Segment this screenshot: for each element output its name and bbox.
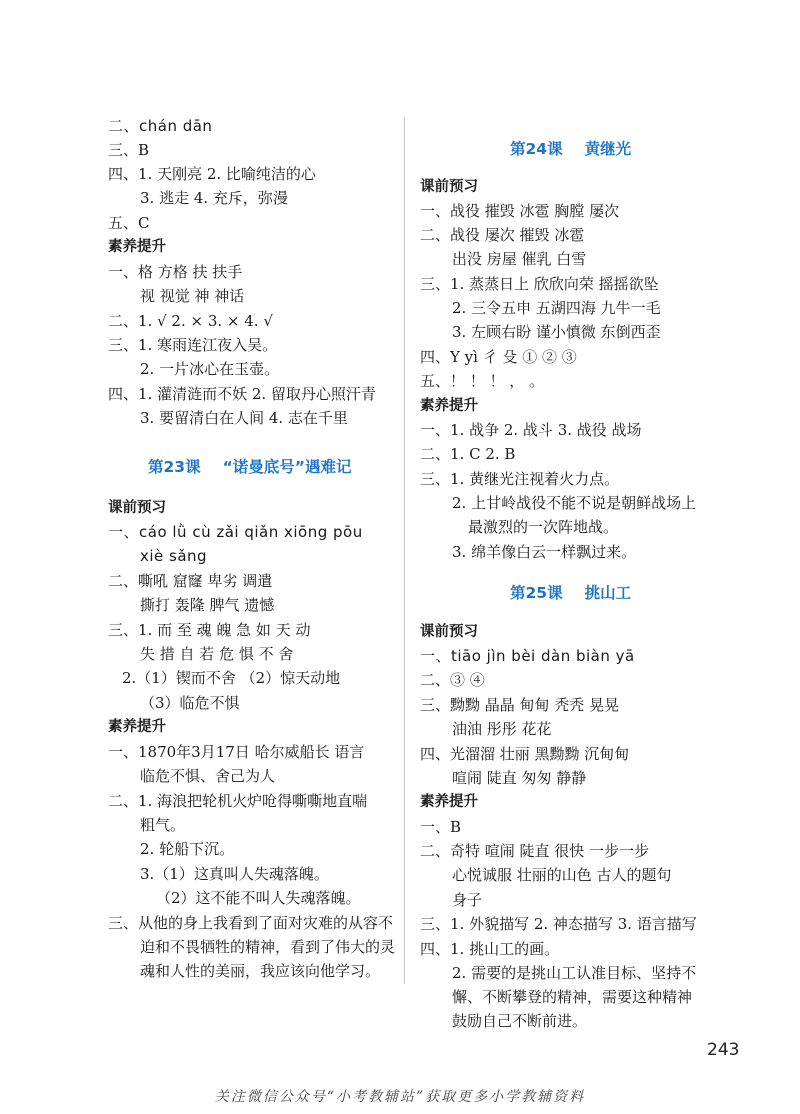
answer-line: 3.（1）这真叫人失魂落魄。 [140,865,329,883]
answer-line: 二、1. 海浪把轮机火炉呛得嘶嘶地直喘 [108,792,368,810]
lesson-number: 第23课 [148,458,201,476]
answer-line: 三、1. 蒸蒸日上 欣欣向荣 摇摇欲坠 [420,275,659,293]
answer-line: 一、1. 战争 2. 战斗 3. 战役 战场 [420,421,642,439]
answer-line: 视 视觉 神 神话 [140,287,245,305]
answer-line: 四、1. 天刚亮 2. 比喻纯洁的心 [108,165,316,183]
section-heading: 课前预习 [420,624,478,640]
lesson-name: 挑山工 [584,584,632,602]
answer-line: 油油 彤彤 花花 [452,720,552,738]
answer-line: 三、黝黝 晶晶 甸甸 秃秃 晃晃 [420,696,620,714]
section-heading: 素养提升 [108,719,166,735]
lesson-name: “诺曼底号”遇难记 [222,458,352,476]
section-heading: 课前预习 [420,179,478,195]
page-number: 243 [707,1040,740,1060]
answer-line: 2. 三令五申 五湖四海 九牛一毛 [452,299,661,317]
answer-line: 四、Y yì 彳 殳 ① ② ③ [420,348,577,366]
lesson-number: 第24课 [510,140,563,158]
answer-line: 失 措 自 若 危 惧 不 舍 [140,645,294,663]
answer-line: 鼓励自己不断前进。 [452,1012,588,1030]
answer-line: 一、战役 摧毁 冰雹 胸膛 屡次 [420,202,620,220]
answer-line: 2. 一片冰心在玉壶。 [140,360,280,378]
section-heading: 素养提升 [420,794,478,810]
lesson-name: 黄继光 [584,140,632,158]
answer-line: 喧闹 陡直 匆匆 静静 [452,769,587,787]
answer-line: 三、1. 黄继光注视着火力点。 [420,470,620,488]
answer-line: 二、1. C 2. B [420,445,516,463]
answer-line: 二、chán dān [108,117,213,135]
section-heading: 素养提升 [108,239,166,255]
answer-line: 3. 逃走 4. 充斥，弥漫 [140,189,288,207]
lesson-number: 第25课 [510,584,563,602]
answer-line: 一、tiāo jìn bèi dàn biàn yā [420,647,635,665]
section-heading: 素养提升 [420,398,478,414]
answer-line: （3）临危不惧 [140,694,240,712]
answer-line: 临危不惧、舍己为人 [140,767,276,785]
answer-line: 四、1. 挑山工的画。 [420,940,560,958]
answer-line: xiè sǎng [140,547,208,565]
answer-line: 一、cáo lǜ cù zǎi qiǎn xiōng pōu [108,523,363,541]
answer-line: 一、B [420,818,462,836]
answer-line: 五、C [108,214,150,232]
answer-line: 2. 需要的是挑山工认准目标、坚持不 [452,964,697,982]
answer-line: 2.（1）锲而不舍 （2）惊天动地 [122,669,341,687]
answer-line: （2）这不能不叫人失魂落魄。 [156,889,361,907]
answer-line: 五、！ ！ ！ ， 。 [420,372,545,390]
section-heading: 课前预习 [108,500,166,516]
answer-line: 三、B [108,141,150,159]
answer-line: 二、1. √ 2. × 3. × 4. √ [108,312,273,330]
answer-line: 四、光溜溜 壮丽 黑黝黝 沉甸甸 [420,745,630,763]
answer-line: 三、1. 外貌描写 2. 神态描写 3. 语言描写 [420,915,697,933]
answer-line: 二、③ ④ [420,671,485,689]
answer-line: 三、1. 而 至 魂 魄 急 如 天 动 [108,621,311,639]
answer-line: 四、1. 灌清涟而不妖 2. 留取丹心照汗青 [108,385,376,403]
answer-line: 3. 左顾右盼 谨小慎微 东倒西歪 [452,323,661,341]
answer-line: 迫和不畏牺牲的精神，看到了伟大的灵 [140,938,396,956]
lesson-25-title [510,582,631,604]
answer-line: 二、嘶吼 窟窿 卑劣 调遣 [108,572,273,590]
lesson-23-title [148,456,351,478]
answer-line: 最激烈的一次阵地战。 [468,518,619,536]
answer-line: 2. 上甘岭战役不能不说是朝鲜战场上 [452,494,697,512]
answer-line: 身子 [452,891,483,909]
answer-line: 3. 绵羊像白云一样飘过来。 [452,543,637,561]
answer-line: 粗气。 [140,816,186,834]
answer-line: 出没 房屋 催乳 白雪 [452,250,587,268]
answer-line: 三、从他的身上我看到了面对灾难的从容不 [108,914,394,932]
answer-line: 三、1. 寒雨连江夜入吴。 [108,336,278,354]
column-divider [404,118,405,984]
answer-line: 一、格 方格 扶 扶手 [108,263,243,281]
answer-line: 3. 要留清白在人间 4. 志在千里 [140,409,348,427]
answer-line: 撕打 轰隆 脾气 遗憾 [140,596,275,614]
answer-line: 魂和人性的美丽，我应该向他学习。 [140,962,381,980]
answer-line: 一、1870年3月17日 哈尔威船长 语言 [108,743,365,761]
answer-line: 二、战役 屡次 摧毁 冰雹 [420,226,585,244]
answer-line: 懈、不断攀登的精神，需要这种精神 [452,988,693,1006]
answer-line: 二、奇特 喧闹 陡直 很快 一步一步 [420,842,650,860]
lesson-24-title [510,138,631,160]
answer-line: 心悦诚服 壮丽的山色 古人的题句 [452,866,672,884]
footer-watermark-text: 关注微信公众号“小考教辅站”获取更多小学教辅资料 [214,1089,586,1105]
answer-line: 2. 轮船下沉。 [140,840,235,858]
